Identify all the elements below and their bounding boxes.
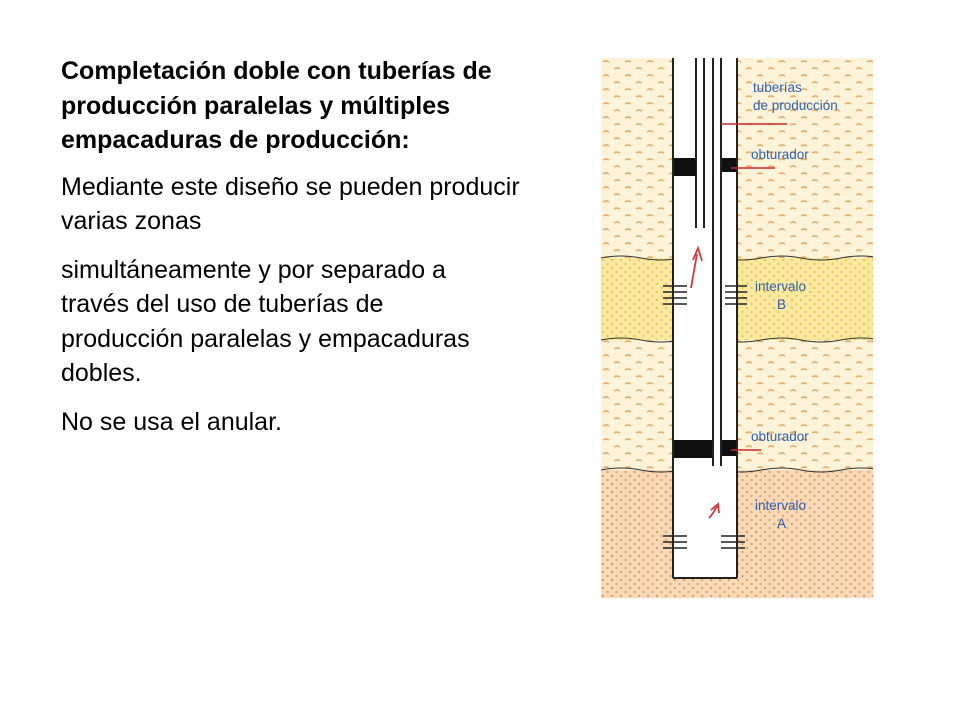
text-block	[61, 54, 561, 453]
well-completion-diagram	[601, 58, 873, 598]
label-tubing-1: tuberías	[753, 80, 802, 95]
label-interval-a-1: intervalo	[755, 498, 807, 513]
packer-upper-right	[722, 158, 736, 172]
label-tubing-2: de producción	[753, 98, 838, 113]
label-interval-b-1: intervalo	[755, 279, 807, 294]
packer-upper-left	[674, 158, 696, 176]
label-interval-b-2: B	[777, 297, 787, 312]
packer-lower-left	[674, 440, 712, 458]
slide-heading: Completación doble con tuberías de producción paralelas y múltiples empacaduras de producción:	[61, 57, 492, 154]
paragraph-simultaneous: simultáneamente y por separado a través del uso de tuberías de producción paralelas y empacaduras dobles.	[61, 255, 470, 387]
paragraph-annulus: No se usa el anular.	[61, 407, 282, 436]
well-diagram-svg	[601, 58, 873, 598]
paragraph-design: Mediante este diseño se pueden producir varias zonas	[61, 172, 520, 235]
label-interval-a-2: A	[777, 516, 787, 531]
packer-lower-right	[722, 440, 736, 456]
label-packer-lower: obturador	[751, 429, 809, 444]
label-packer-upper: obturador	[751, 147, 809, 162]
